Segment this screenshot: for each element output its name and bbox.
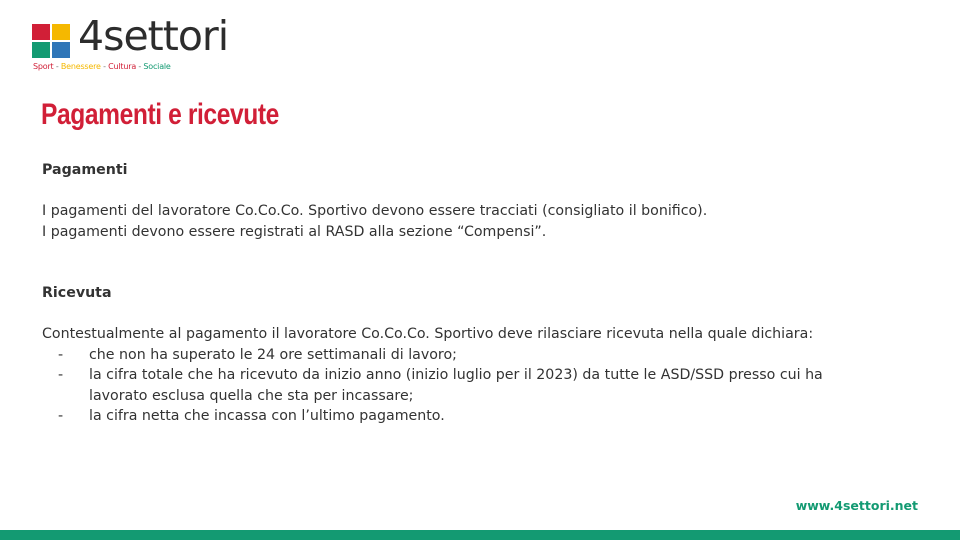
- ricevuta-intro: Contestualmente al pagamento il lavoratore Co.Co.Co. Sportivo deve rilasciare ricevuta nella quale dichiara:: [42, 326, 814, 342]
- tagline-benessere: Benessere: [60, 62, 101, 71]
- section-heading-pagamenti: Pagamenti: [42, 162, 128, 178]
- tagline-separator: -: [100, 62, 109, 71]
- pagamenti-line-1: I pagamenti del lavoratore Co.Co.Co. Sportivo devono essere tracciati (consigliato il bonifico).: [42, 203, 708, 219]
- website-link[interactable]: www.4settori.net: [795, 498, 918, 513]
- logo-square-red: [32, 24, 50, 40]
- bullet-dash: -: [58, 367, 64, 383]
- tagline-separator: -: [53, 62, 61, 71]
- list-item: [42, 406, 922, 427]
- bullet-text: la cifra netta che incassa con l’ultimo pagamento.: [89, 408, 445, 424]
- list-item: [42, 365, 922, 406]
- tagline-separator: -: [136, 62, 144, 71]
- spacer: [42, 304, 922, 325]
- bullet-text-continuation: lavorato esclusa quella che sta per incassare;: [89, 387, 414, 404]
- logo-squares-icon: [32, 24, 72, 58]
- spacer: [42, 181, 922, 202]
- logo-wordmark: 4settori: [78, 12, 229, 60]
- logo-tagline: [33, 62, 171, 71]
- spacer: [42, 242, 922, 283]
- bullet-text: che non ha superato le 24 ore settimanali di lavoro;: [89, 346, 457, 363]
- brand-logo: [32, 12, 252, 76]
- logo-square-yellow: [52, 24, 70, 40]
- bullet-text: la cifra totale che ha ricevuto da inizio anno (inizio luglio per il 2023) da tutte le ASD/SSD presso cui ha: [89, 367, 823, 383]
- tagline-sociale: Sociale: [143, 62, 171, 71]
- page-title: Pagamenti e ricevute: [41, 98, 279, 131]
- footer-bar: [0, 530, 960, 540]
- slide-content: [42, 160, 922, 427]
- bullet-dash: -: [58, 346, 64, 363]
- bullet-dash: -: [58, 408, 64, 424]
- ricevuta-bullet-list: [42, 345, 922, 427]
- pagamenti-line-2: I pagamenti devono essere registrati al RASD alla sezione “Compensi”.: [42, 223, 547, 240]
- logo-square-blue: [52, 42, 70, 58]
- tagline-cultura: Cultura: [108, 62, 137, 71]
- list-item: [42, 345, 922, 366]
- section-heading-ricevuta: Ricevuta: [42, 285, 112, 301]
- tagline-sport: Sport: [33, 62, 54, 71]
- logo-square-green: [32, 42, 50, 58]
